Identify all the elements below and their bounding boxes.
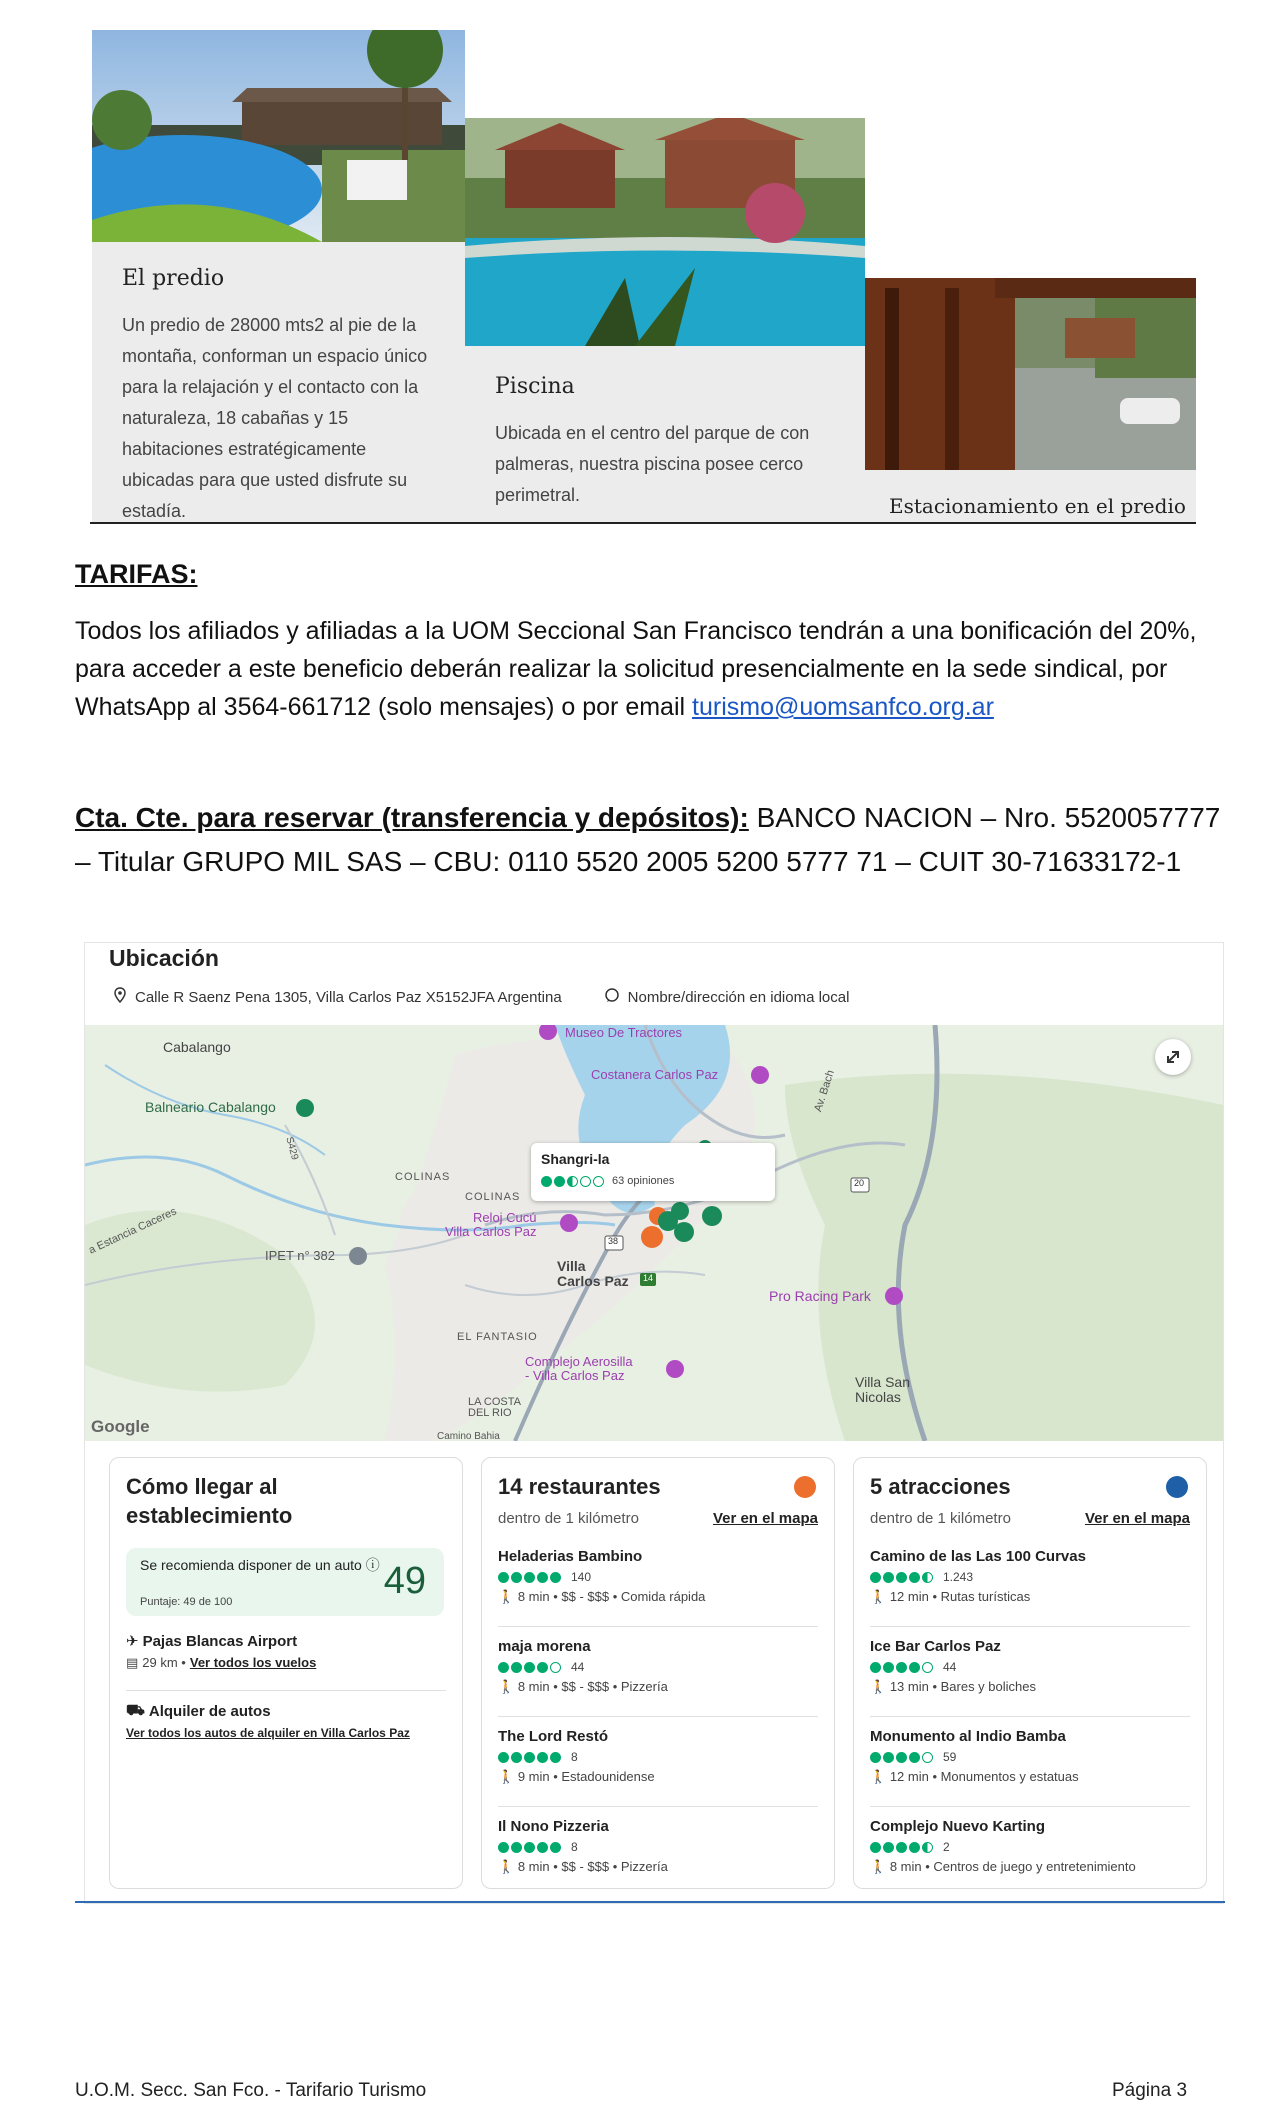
predio-photo [92, 30, 465, 242]
rating-bubble-full [498, 1752, 509, 1763]
map-label-cabalango: Cabalango [163, 1039, 231, 1055]
rating-bubble-full [883, 1662, 894, 1673]
rating-bubble-full [870, 1572, 881, 1583]
plane-icon: ✈ [126, 1633, 139, 1650]
poi-reloj-icon [560, 1214, 578, 1232]
rating-bubble-full [537, 1752, 548, 1763]
car-icon: ⛟ [126, 1702, 145, 1719]
review-count: 140 [571, 1570, 592, 1584]
list-item-meta: 8 min • Centros de juego y entretenimiento [889, 1859, 1136, 1874]
list-item-meta: 8 min • $$ - $$$ • Comida rápida [517, 1589, 706, 1604]
rating-bubble-full [498, 1842, 509, 1853]
rating-bubbles [870, 1570, 1190, 1584]
list-item-meta: 12 min • Rutas turísticas [889, 1589, 1031, 1604]
restaurant-badge-icon [794, 1476, 816, 1498]
rating-bubble-full [554, 1176, 565, 1187]
rating-bubble-full [909, 1842, 920, 1853]
review-count: 44 [943, 1660, 957, 1674]
poi-ipet-icon [349, 1247, 367, 1265]
hotel-name: Shangri-la [541, 1151, 610, 1167]
rating-bubbles [498, 1570, 818, 1584]
list-item[interactable] [498, 1548, 818, 1605]
rating-bubble-empty [593, 1176, 604, 1187]
map-label-colinas: COLINAS [465, 1191, 521, 1203]
walking-icon: 🚶 [498, 1589, 518, 1604]
rating-bubble-full [541, 1176, 552, 1187]
tarifas-body: Todos los afiliados y afiliadas a la UOM Seccional San Francisco tendrán a una bonificación del 20%, para acceder a este beneficio deberán realizar la solicitud presencialmente en la sede sindical, por WhatsApp al 3564-661712 (solo mensajes) o por email [75, 617, 1197, 721]
cards-baseline [90, 522, 1196, 524]
attraction-marker-icon [674, 1222, 694, 1242]
calendar-icon: ▤ [126, 1655, 139, 1670]
list-item[interactable] [498, 1818, 818, 1875]
list-item-name: Heladerias Bambino [498, 1548, 643, 1565]
card-estacionamiento [865, 278, 1196, 522]
route-label-38: 38 [608, 1236, 619, 1246]
rating-bubble-full [909, 1752, 920, 1763]
score-text: Se recomienda disponer de un auto ⓘ [140, 1557, 380, 1573]
map-label-villa-carlos-paz: Villa Carlos Paz [557, 1258, 629, 1289]
list-item[interactable] [870, 1818, 1190, 1875]
review-count: 59 [943, 1750, 957, 1764]
list-item-meta: 8 min • $$ - $$$ • Pizzería [517, 1679, 668, 1694]
route-label-20: 20 [854, 1178, 865, 1188]
list-item[interactable] [870, 1638, 1190, 1695]
rating-bubble-empty [922, 1752, 933, 1763]
hotel-reviews: 63 opiniones [612, 1175, 675, 1187]
rating-bubble-full [896, 1662, 907, 1673]
card-title: Estacionamiento en el predio [889, 494, 1186, 518]
hotel-rating [541, 1175, 674, 1187]
hotel-popup[interactable] [531, 1143, 775, 1201]
rating-bubble-full [524, 1572, 535, 1583]
piscina-photo [465, 118, 865, 346]
route-label-14: 14 [643, 1273, 654, 1283]
review-count: 1.243 [943, 1570, 974, 1584]
attraction-badge-icon [1166, 1476, 1188, 1498]
rating-bubble-full [524, 1662, 535, 1673]
directions-panel [109, 1457, 463, 1889]
review-count: 44 [571, 1660, 585, 1674]
list-item-name: Monumento al Indio Bamba [870, 1728, 1066, 1745]
rental-link[interactable]: Ver todos los autos de alquiler en Villa Carlos Paz [126, 1726, 410, 1740]
pin-icon [113, 987, 127, 1007]
attractions-subtitle: dentro de 1 kilómetro [870, 1510, 1011, 1527]
rating-bubble-full [498, 1572, 509, 1583]
list-item-meta: 12 min • Monumentos y estatuas [889, 1769, 1079, 1784]
divider [126, 1690, 446, 1691]
list-item[interactable] [870, 1548, 1190, 1605]
estacionamiento-photo [865, 278, 1196, 470]
rating-bubbles [498, 1750, 818, 1764]
review-count: 2 [943, 1840, 950, 1854]
walking-icon: 🚶 [498, 1769, 518, 1784]
car-score-box [126, 1548, 444, 1616]
directions-title: Cómo llegar al establecimiento [126, 1474, 293, 1528]
rating-bubble-full [524, 1842, 535, 1853]
rating-bubble-full [896, 1752, 907, 1763]
footer-left: U.O.M. Secc. San Fco. - Tarifario Turismo [75, 2080, 427, 2101]
cuenta-paragraph [75, 796, 1225, 884]
rental-title: Alquiler de autos [148, 1703, 271, 1720]
review-count: 8 [571, 1840, 578, 1854]
rating-bubble-full [511, 1842, 522, 1853]
list-item[interactable] [498, 1638, 818, 1695]
poi-balneario-icon [296, 1099, 314, 1117]
rating-bubble-full [537, 1842, 548, 1853]
card-title: Piscina [495, 374, 575, 399]
rating-bubbles [870, 1840, 1190, 1854]
rating-bubble-full [537, 1572, 548, 1583]
section-rule [75, 1901, 1225, 1903]
rating-bubble-empty [922, 1662, 933, 1673]
rating-bubbles [870, 1750, 1190, 1764]
rating-bubble-full [550, 1842, 561, 1853]
attraction-marker-icon [671, 1202, 689, 1220]
cuenta-body: BANCO NACION – Nro. 5520057777 – Titular GRUPO MIL SAS – CBU: 0110 5520 2005 5200 5777 71 – CUIT 30-71633172-1 [75, 802, 1221, 877]
email-link[interactable]: turismo@uomsanfco.org.ar [692, 693, 994, 721]
walking-icon: 🚶 [870, 1679, 890, 1694]
restaurants-subtitle: dentro de 1 kilómetro [498, 1510, 639, 1527]
card-piscina [465, 118, 865, 522]
expand-icon [1155, 1039, 1191, 1075]
rating-bubble-full [883, 1752, 894, 1763]
map-label-s429: S429 [283, 1135, 301, 1162]
list-item-meta: 9 min • Estadounidense [517, 1769, 655, 1784]
rating-bubble-full [870, 1842, 881, 1853]
score-value: 49 [383, 1560, 426, 1602]
card-el-predio [92, 30, 465, 522]
map-label-villa-san-nicolas: Villa San Nicolas [855, 1374, 911, 1405]
rating-bubble-full [909, 1662, 920, 1673]
score-points: Puntaje: 49 de 100 [140, 1596, 233, 1608]
map-label-costanera: Costanera Carlos Paz [591, 1067, 719, 1082]
rating-bubble-full [896, 1842, 907, 1853]
rating-bubble-full [870, 1662, 881, 1673]
google-logo: Google [91, 1417, 150, 1436]
map-label-colinas: COLINAS [395, 1171, 451, 1183]
airport-item [126, 1632, 446, 1671]
address-row [113, 987, 849, 1007]
list-item-name: Complejo Nuevo Karting [870, 1818, 1046, 1835]
flights-link[interactable]: Ver todos los vuelos [189, 1655, 317, 1670]
walking-icon: 🚶 [870, 1589, 890, 1604]
map-label-complejo: Complejo Aerosilla - Villa Carlos Paz [525, 1354, 633, 1383]
rating-bubble-full [511, 1662, 522, 1673]
rating-bubble-full [524, 1752, 535, 1763]
card-description: Ubicada en el centro del parque de con palmeras, nuestra piscina posee cerco perimetral. [495, 423, 810, 505]
attractions-title: 5 atracciones [870, 1474, 1011, 1499]
list-item[interactable] [870, 1728, 1190, 1785]
tarifas-heading: TARIFAS: [75, 559, 198, 589]
rating-bubble-full [511, 1752, 522, 1763]
map-label-balneario: Balneario Cabalango [145, 1099, 276, 1115]
address-text: Calle R Saenz Pena 1305, Villa Carlos Paz X5152JFA Argentina [135, 988, 562, 1006]
list-item-meta: 13 min • Bares y boliches [889, 1679, 1036, 1694]
restaurants-title: 14 restaurantes [498, 1474, 661, 1499]
list-item-name: maja morena [498, 1638, 591, 1655]
divider [498, 1626, 818, 1627]
rating-bubble-half [922, 1842, 933, 1853]
rating-bubble-half [567, 1176, 578, 1187]
divider [870, 1626, 1190, 1627]
rating-bubble-full [883, 1842, 894, 1853]
divider [870, 1716, 1190, 1717]
map-label-el-fantasio: EL FANTASIO [457, 1331, 538, 1343]
map-label-reloj: Reloj Cucú Villa Carlos Paz [445, 1210, 537, 1239]
map-label-av-bach: Av. Bach [812, 1068, 837, 1114]
airport-name: Pajas Blancas Airport [142, 1632, 298, 1650]
expand-map-button[interactable] [1155, 1039, 1191, 1075]
list-item-name: Camino de las Las 100 Curvas [870, 1548, 1086, 1565]
rating-bubble-full [896, 1572, 907, 1583]
walking-icon: 🚶 [870, 1859, 890, 1874]
rating-bubble-full [550, 1572, 561, 1583]
list-item-meta: 8 min • $$ - $$$ • Pizzería [517, 1859, 668, 1874]
card-description: Un predio de 28000 mts2 al pie de la montaña, conforman un espacio único para la relajación y el contacto con la naturaleza, 18 cabañas y 15 habitaciones estratégicamente ubicadas para que usted disfrute su estadía. [122, 315, 428, 521]
tarifas-paragraph [75, 612, 1225, 726]
rating-bubble-full [550, 1752, 561, 1763]
map-label-pro-racing: Pro Racing Park [769, 1288, 871, 1304]
map-canvas [85, 1025, 1223, 1441]
rating-bubbles [498, 1660, 818, 1674]
rating-bubble-full [498, 1662, 509, 1673]
location-widget [84, 942, 1224, 1904]
poi-proracing-icon [885, 1287, 903, 1305]
map-label-estancia: a Estancia Caceres [86, 1205, 179, 1257]
list-item-name: The Lord Restó [498, 1728, 609, 1745]
location-title: Ubicación [109, 945, 219, 971]
airport-distance: 29 km • [142, 1655, 186, 1670]
attraction-marker-icon [702, 1206, 722, 1226]
map-label-la-costa: LA COSTA DEL RIO [468, 1396, 521, 1419]
walking-icon: 🚶 [870, 1769, 890, 1784]
rating-bubbles [498, 1840, 818, 1854]
rental-item [126, 1702, 446, 1740]
poi-aerosilla-icon [666, 1360, 684, 1378]
divider [498, 1806, 818, 1807]
poi-costanera-icon [751, 1066, 769, 1084]
attractions-panel [853, 1457, 1207, 1889]
local-name-link[interactable]: Nombre/dirección en idioma local [627, 988, 850, 1006]
map-view[interactable] [85, 1025, 1223, 1441]
map-label-ipet: IPET n° 382 [265, 1248, 336, 1263]
rating-bubble-half [922, 1572, 933, 1583]
rating-bubble-full [909, 1572, 920, 1583]
restaurant-marker-icon [641, 1226, 663, 1248]
rating-bubble-full [870, 1752, 881, 1763]
divider [870, 1806, 1190, 1807]
rating-bubble-full [537, 1662, 548, 1673]
list-item-name: Ice Bar Carlos Paz [870, 1638, 1001, 1655]
restaurants-panel [481, 1457, 835, 1889]
cuenta-heading: Cta. Cte. para reservar (transferencia y depósitos): [75, 802, 749, 833]
walking-icon: 🚶 [498, 1859, 518, 1874]
restaurants-map-link[interactable]: Ver en el mapa [712, 1510, 818, 1527]
walking-icon: 🚶 [498, 1679, 518, 1694]
list-item[interactable] [498, 1728, 818, 1785]
speech-bubble-icon [604, 987, 620, 1007]
map-label-museo: Museo De Tractores [565, 1025, 683, 1040]
footer-page-number: Página 3 [1112, 2080, 1188, 2101]
rating-bubble-empty [550, 1662, 561, 1673]
rating-bubble-full [511, 1572, 522, 1583]
list-item-name: Il Nono Pizzeria [498, 1818, 609, 1835]
rating-bubble-full [883, 1572, 894, 1583]
map-label-camino: Camino Bahia [437, 1431, 500, 1441]
rating-bubbles [870, 1660, 1190, 1674]
rating-bubble-empty [580, 1176, 591, 1187]
card-title: El predio [122, 266, 225, 291]
review-count: 8 [571, 1750, 578, 1764]
attractions-map-link[interactable]: Ver en el mapa [1084, 1510, 1190, 1527]
divider [498, 1716, 818, 1717]
